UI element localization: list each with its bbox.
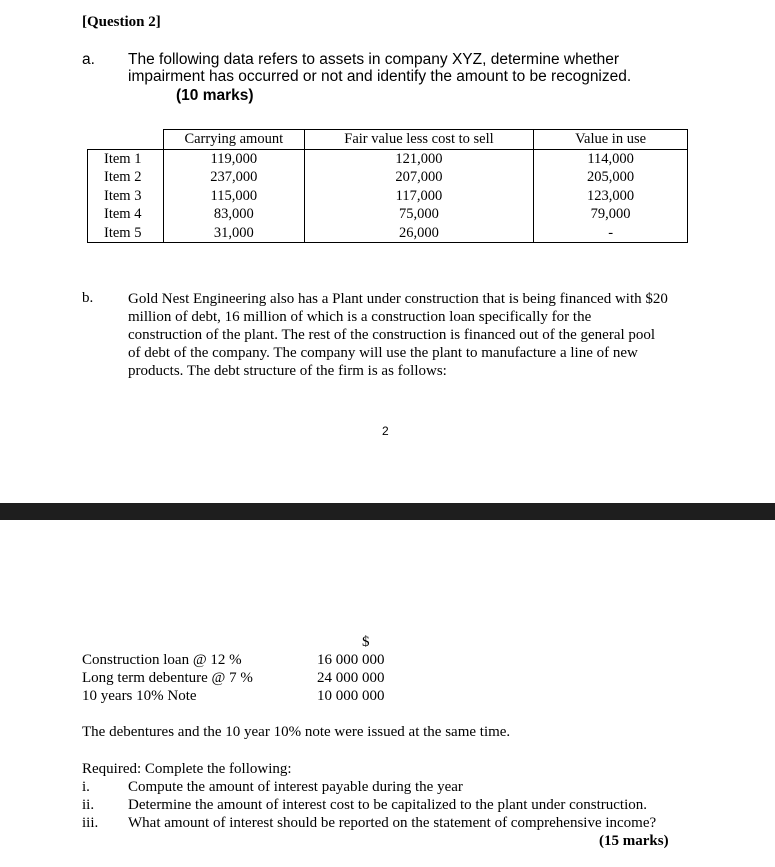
issue-note: The debentures and the 10 year 10% note were issued at the same time. bbox=[82, 724, 511, 740]
assets-table bbox=[87, 129, 688, 243]
value-in-use: - bbox=[534, 224, 688, 243]
part-b-paragraph bbox=[128, 290, 708, 380]
carrying-amount: 119,000 bbox=[163, 149, 304, 168]
table-row bbox=[88, 168, 688, 187]
item-name: Item 5 bbox=[88, 224, 164, 243]
part-b-marks: (15 marks) bbox=[599, 833, 669, 849]
table-row bbox=[88, 205, 688, 224]
fair-value: 207,000 bbox=[304, 168, 534, 187]
part-b-line: million of debt, 16 million of which is a construction loan specifically for the bbox=[128, 309, 592, 325]
fair-value: 26,000 bbox=[304, 224, 534, 243]
part-b-line: of debt of the company. The company will use the plant to manufacture a line of new bbox=[128, 345, 638, 361]
part-b-line: Gold Nest Engineering also has a Plant under construction that is being financed with $20 bbox=[128, 291, 668, 307]
table-row bbox=[88, 149, 688, 168]
value-in-use: 123,000 bbox=[534, 187, 688, 206]
required-number: iii. bbox=[82, 815, 99, 831]
debt-label: Long term debenture @ 7 % bbox=[82, 670, 253, 686]
debt-label: Construction loan @ 12 % bbox=[82, 652, 242, 668]
col-header-fair-value: Fair value less cost to sell bbox=[304, 130, 534, 150]
currency-header: $ bbox=[362, 634, 370, 650]
col-header-value-in-use: Value in use bbox=[534, 130, 688, 150]
item-name: Item 1 bbox=[88, 149, 164, 168]
debt-amount: 24 000 000 bbox=[317, 670, 385, 686]
required-heading: Required: Complete the following: bbox=[82, 761, 292, 777]
part-a-line-1: The following data refers to assets in company XYZ, determine whether bbox=[128, 51, 620, 68]
table-corner bbox=[88, 130, 164, 150]
debt-label: 10 years 10% Note bbox=[82, 688, 197, 704]
carrying-amount: 83,000 bbox=[163, 205, 304, 224]
value-in-use: 79,000 bbox=[534, 205, 688, 224]
required-number: ii. bbox=[82, 797, 95, 813]
item-name: Item 3 bbox=[88, 187, 164, 206]
carrying-amount: 115,000 bbox=[163, 187, 304, 206]
part-b-line: products. The debt structure of the firm is as follows: bbox=[128, 363, 447, 379]
fair-value: 121,000 bbox=[304, 149, 534, 168]
table-row bbox=[88, 224, 688, 243]
page-number: 2 bbox=[382, 424, 389, 438]
required-item: Determine the amount of interest cost to be capitalized to the plant under construction. bbox=[128, 797, 648, 813]
table-row bbox=[88, 187, 688, 206]
carrying-amount: 237,000 bbox=[163, 168, 304, 187]
part-a-marks: (10 marks) bbox=[176, 87, 254, 104]
question-heading: [Question 2] bbox=[82, 14, 161, 30]
required-item: What amount of interest should be reported on the statement of comprehensive income? bbox=[128, 815, 657, 831]
part-b-line: construction of the plant. The rest of the construction is financed out of the general pool bbox=[128, 327, 656, 343]
col-header-carrying: Carrying amount bbox=[163, 130, 304, 150]
value-in-use: 114,000 bbox=[534, 149, 688, 168]
item-name: Item 2 bbox=[88, 168, 164, 187]
value-in-use: 205,000 bbox=[534, 168, 688, 187]
required-item: Compute the amount of interest payable during the year bbox=[128, 779, 463, 795]
item-name: Item 4 bbox=[88, 205, 164, 224]
debt-amount: 10 000 000 bbox=[317, 688, 385, 704]
part-a-label: a. bbox=[82, 51, 95, 68]
carrying-amount: 31,000 bbox=[163, 224, 304, 243]
page-break-bar bbox=[0, 503, 775, 520]
part-b-label: b. bbox=[82, 290, 94, 306]
required-number: i. bbox=[82, 779, 90, 795]
fair-value: 75,000 bbox=[304, 205, 534, 224]
debt-amount: 16 000 000 bbox=[317, 652, 385, 668]
fair-value: 117,000 bbox=[304, 187, 534, 206]
part-a-line-2: impairment has occurred or not and identify the amount to be recognized. bbox=[128, 68, 632, 85]
